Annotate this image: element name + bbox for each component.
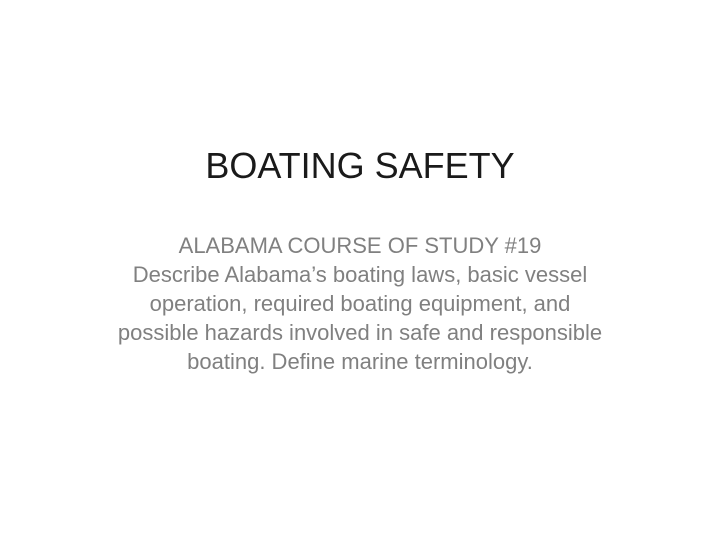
slide-title: BOATING SAFETY [205,145,515,186]
subtitle-heading: ALABAMA COURSE OF STUDY #19 [178,233,542,258]
subtitle-line-4: boating. Define marine terminology. [187,349,533,374]
slide-subtitle [60,231,660,376]
subtitle-line-3: possible hazards involved in safe and responsible [117,320,603,345]
subtitle-line-1: Describe Alabama’s boating laws, basic vessel [132,262,588,287]
subtitle-line-2: operation, required boating equipment, and [149,291,571,316]
